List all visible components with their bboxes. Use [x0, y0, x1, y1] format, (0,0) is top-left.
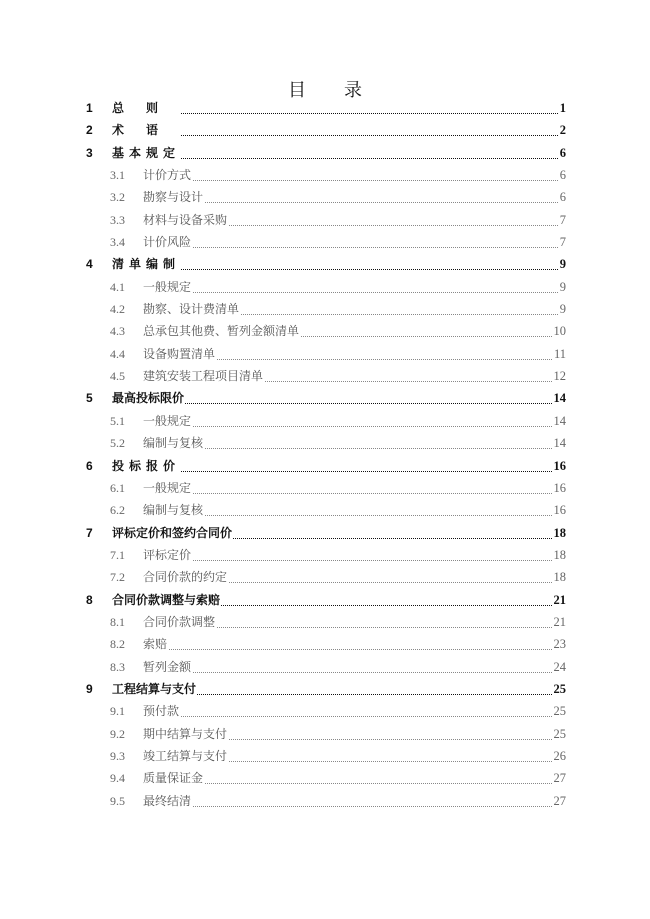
- toc-section-entry[interactable]: [0, 298, 650, 320]
- toc-entry-title[interactable]: 合同价款调整与索赔: [112, 589, 221, 611]
- dot-leader: [160, 446, 564, 449]
- toc-section-entry[interactable]: [0, 790, 650, 812]
- toc-entry-title[interactable]: 评标定价: [143, 544, 192, 566]
- toc-entry-title[interactable]: 竣工结算与支付: [143, 745, 228, 767]
- toc-entry-page-number[interactable]: 18: [553, 522, 567, 544]
- toc-entry-page-number[interactable]: 27: [553, 767, 567, 789]
- toc-chapter-entry[interactable]: [0, 142, 650, 164]
- toc-section-entry[interactable]: [0, 276, 650, 298]
- toc-entry-number: 8: [86, 592, 93, 607]
- toc-entry-page-number[interactable]: 16: [553, 499, 567, 521]
- toc-entry-page-number[interactable]: 9: [559, 298, 566, 320]
- toc-title-char-1: 目: [288, 80, 306, 101]
- toc-entry-number: 8.2: [110, 637, 125, 652]
- toc-entry-page-number[interactable]: 7: [559, 231, 566, 253]
- toc-entry-number: 3.4: [110, 235, 125, 250]
- toc-entry-number: 4.2: [110, 302, 125, 317]
- toc-entry-title[interactable]: 预付款: [143, 700, 180, 722]
- toc-section-entry[interactable]: [0, 656, 650, 678]
- toc-entry-number: 7.2: [110, 570, 125, 585]
- toc-entry-number: 9.4: [110, 771, 125, 786]
- toc-entry-title[interactable]: 期中结算与支付: [143, 723, 228, 745]
- toc-entry-title[interactable]: 计价风险: [143, 231, 192, 253]
- toc-entry-page-number[interactable]: 24: [553, 656, 567, 678]
- dot-leader: [160, 558, 564, 561]
- toc-entry-page-number[interactable]: 10: [553, 320, 567, 342]
- toc-entry-number: 6: [86, 458, 93, 473]
- toc-section-entry[interactable]: [0, 164, 650, 186]
- toc-entry-title[interactable]: 一般规定: [143, 477, 192, 499]
- toc-section-entry[interactable]: [0, 432, 650, 454]
- toc-section-entry[interactable]: [0, 723, 650, 745]
- toc-entry-page-number[interactable]: 23: [553, 633, 567, 655]
- dot-leader: [160, 491, 564, 494]
- dot-leader: [160, 357, 564, 360]
- toc-entry-number: 3.3: [110, 212, 125, 227]
- toc-entry-page-number[interactable]: 14: [553, 387, 567, 409]
- toc-section-entry[interactable]: [0, 700, 650, 722]
- dot-leader: [160, 625, 564, 628]
- toc-section-entry[interactable]: [0, 320, 650, 342]
- toc-entry-page-number[interactable]: 7: [559, 209, 566, 231]
- dot-leader: [160, 200, 564, 203]
- toc-entry-number: 2: [86, 123, 93, 138]
- toc-entry-number: 9.2: [110, 726, 125, 741]
- toc-entry-page-number[interactable]: 1: [559, 97, 566, 119]
- toc-entry-title[interactable]: 评标定价和签约合同价: [112, 522, 233, 544]
- toc-entry-title[interactable]: 清单编制: [112, 253, 181, 275]
- toc-entry-number: 5.2: [110, 436, 125, 451]
- toc-entry-page-number[interactable]: 27: [553, 790, 567, 812]
- toc-entry-number: 9.5: [110, 793, 125, 808]
- toc-chapter-entry[interactable]: [0, 253, 650, 275]
- toc-entry-page-number[interactable]: 18: [553, 544, 567, 566]
- toc-title-char-2: 录: [344, 80, 362, 101]
- dot-leader: [160, 647, 564, 650]
- dot-leader: [160, 804, 564, 807]
- toc-entry-page-number[interactable]: 9: [559, 276, 566, 298]
- toc-entry-page-number[interactable]: 21: [553, 589, 567, 611]
- toc-entry-title[interactable]: 勘察与设计: [143, 186, 204, 208]
- toc-entry-page-number[interactable]: 12: [553, 365, 567, 387]
- toc-entry-title[interactable]: 设备购置清单: [143, 343, 216, 365]
- toc-chapter-entry[interactable]: [0, 119, 650, 141]
- toc-entry-page-number[interactable]: 26: [553, 745, 567, 767]
- toc-entry-title[interactable]: 一般规定: [143, 276, 192, 298]
- toc-entry-title[interactable]: 最终结清: [143, 790, 192, 812]
- toc-entry-page-number[interactable]: 2: [559, 119, 566, 141]
- toc-section-entry[interactable]: [0, 186, 650, 208]
- toc-section-entry[interactable]: [0, 410, 650, 432]
- toc-entry-page-number[interactable]: 16: [553, 477, 567, 499]
- toc-entry-title[interactable]: 基本规定: [112, 142, 181, 164]
- toc-entry-title[interactable]: 术语: [112, 119, 181, 141]
- toc-section-entry[interactable]: [0, 767, 650, 789]
- toc-entry-title[interactable]: 合同价款的约定: [143, 566, 228, 588]
- toc-entry-title[interactable]: 建筑安装工程项目清单: [143, 365, 264, 387]
- toc-entry-title[interactable]: 最高投标限价: [112, 387, 185, 409]
- toc-section-entry[interactable]: [0, 566, 650, 588]
- toc-entry-number: 3.2: [110, 190, 125, 205]
- table-of-contents: [0, 97, 650, 812]
- toc-section-entry[interactable]: [0, 231, 650, 253]
- dot-leader: [150, 133, 564, 136]
- toc-entry-number: 9.3: [110, 748, 125, 763]
- dot-leader: [150, 156, 564, 159]
- toc-entry-title[interactable]: 工程结算与支付: [112, 678, 197, 700]
- toc-entry-number: 1: [86, 101, 93, 115]
- toc-chapter-entry[interactable]: [0, 589, 650, 611]
- toc-entry-title[interactable]: 材料与设备采购: [143, 209, 228, 231]
- toc-entry-title[interactable]: 编制与复核: [143, 432, 204, 454]
- toc-entry-page-number[interactable]: 14: [553, 432, 567, 454]
- toc-entry-page-number[interactable]: 6: [559, 186, 566, 208]
- toc-entry-number: 6.1: [110, 480, 125, 495]
- toc-section-entry[interactable]: [0, 745, 650, 767]
- toc-entry-number: 3: [86, 145, 93, 160]
- dot-leader: [160, 714, 564, 717]
- dot-leader: [160, 513, 564, 516]
- dot-leader: [150, 401, 564, 404]
- toc-entry-number: 4.5: [110, 369, 125, 384]
- toc-entry-title[interactable]: 合同价款调整: [143, 611, 216, 633]
- toc-entry-title[interactable]: 一般规定: [143, 410, 192, 432]
- toc-entry-number: 7: [86, 525, 93, 540]
- toc-entry-page-number[interactable]: 6: [559, 164, 566, 186]
- toc-entry-page-number[interactable]: 16: [553, 455, 567, 477]
- toc-entry-number: 9: [86, 681, 93, 696]
- toc-chapter-entry[interactable]: [0, 387, 650, 409]
- toc-entry-number: 7.1: [110, 547, 125, 562]
- dot-leader: [150, 267, 564, 270]
- dot-leader: [160, 670, 564, 673]
- toc-entry-title[interactable]: 质量保证金: [143, 767, 204, 789]
- toc-entry-page-number[interactable]: 21: [553, 611, 567, 633]
- toc-section-entry[interactable]: [0, 343, 650, 365]
- toc-chapter-entry[interactable]: [0, 455, 650, 477]
- dot-leader: [160, 781, 564, 784]
- toc-entry-page-number[interactable]: 6: [559, 142, 566, 164]
- toc-entry-number: 3.1: [110, 168, 125, 183]
- toc-section-entry[interactable]: [0, 477, 650, 499]
- dot-leader: [150, 111, 564, 114]
- toc-entry-page-number[interactable]: 25: [553, 700, 567, 722]
- toc-entry-title[interactable]: 索赔: [143, 633, 168, 655]
- toc-section-entry[interactable]: [0, 365, 650, 387]
- dot-leader: [160, 178, 564, 181]
- toc-entry-number: 9.1: [110, 704, 125, 719]
- toc-section-entry[interactable]: [0, 611, 650, 633]
- toc-chapter-entry[interactable]: [0, 522, 650, 544]
- toc-entry-title[interactable]: 总承包其他费、暂列金额清单: [143, 320, 300, 342]
- toc-section-entry[interactable]: [0, 499, 650, 521]
- toc-entry-number: 5: [86, 391, 93, 406]
- toc-entry-page-number[interactable]: 14: [553, 410, 567, 432]
- toc-entry-number: 4.4: [110, 346, 125, 361]
- toc-entry-number: 4.3: [110, 324, 125, 339]
- dot-leader: [150, 692, 564, 695]
- toc-chapter-entry[interactable]: [0, 97, 650, 119]
- toc-entry-number: 6.2: [110, 503, 125, 518]
- toc-entry-title[interactable]: 投标报价: [112, 455, 181, 477]
- toc-entry-number: 8.3: [110, 659, 125, 674]
- toc-entry-title[interactable]: 总则: [112, 97, 181, 119]
- toc-section-entry[interactable]: [0, 544, 650, 566]
- toc-entry-title[interactable]: 编制与复核: [143, 499, 204, 521]
- toc-entry-page-number[interactable]: 18: [553, 566, 567, 588]
- toc-entry-number: 4: [86, 257, 93, 272]
- toc-entry-page-number[interactable]: 25: [553, 723, 567, 745]
- toc-entry-title[interactable]: 勘察、设计费清单: [143, 298, 240, 320]
- dot-leader: [150, 469, 564, 472]
- dot-leader: [160, 245, 564, 248]
- toc-section-entry[interactable]: [0, 209, 650, 231]
- toc-entry-page-number[interactable]: 11: [553, 343, 566, 365]
- toc-chapter-entry[interactable]: [0, 678, 650, 700]
- dot-leader: [160, 424, 564, 427]
- toc-entry-number: 8.1: [110, 614, 125, 629]
- toc-section-entry[interactable]: [0, 633, 650, 655]
- dot-leader: [160, 290, 564, 293]
- toc-entry-number: 4.1: [110, 279, 125, 294]
- toc-entry-number: 5.1: [110, 413, 125, 428]
- toc-entry-title[interactable]: 计价方式: [143, 164, 192, 186]
- toc-entry-page-number[interactable]: 25: [553, 678, 567, 700]
- toc-entry-page-number[interactable]: 9: [559, 253, 566, 275]
- toc-entry-title[interactable]: 暂列金额: [143, 656, 192, 678]
